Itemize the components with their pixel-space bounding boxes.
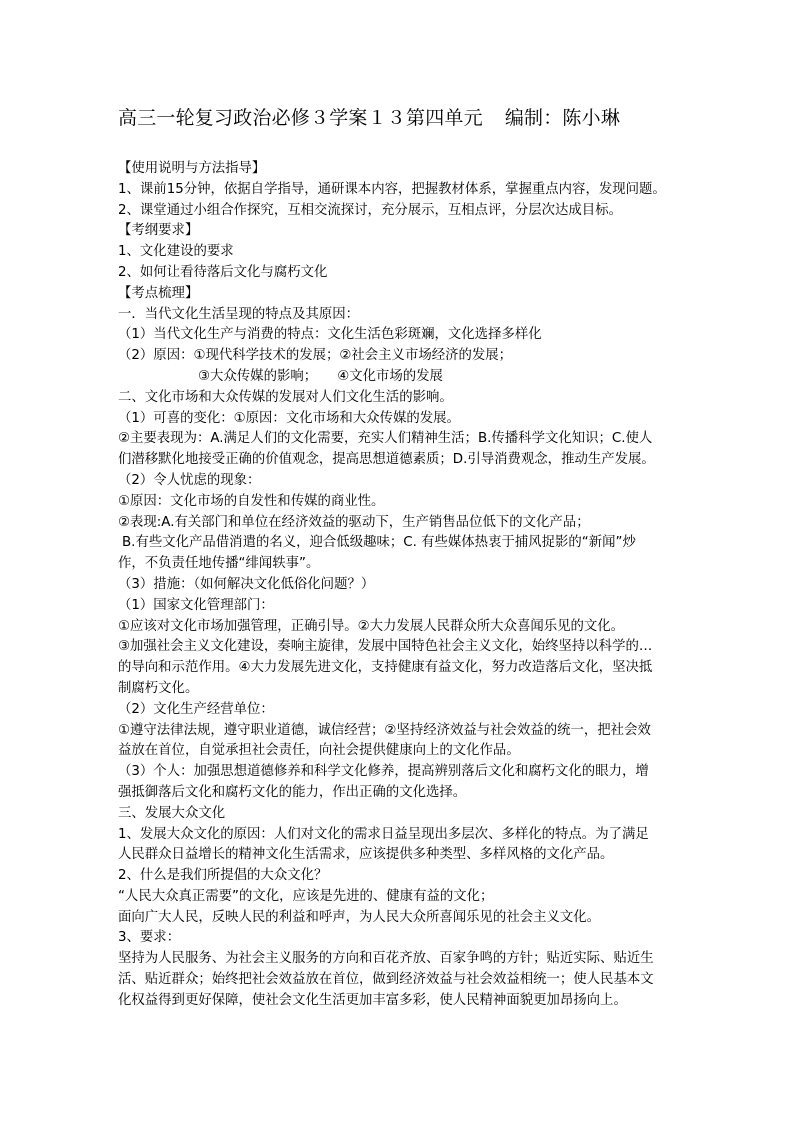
text-line: （1）国家文化管理部门： [118,597,274,613]
text-line: 们潜移默化地接受正确的价值观念，提高思想道德素质；D.引导消费观念，推动生产发展。 [118,452,655,468]
title-main: 高三一轮复习政治必修３学案１３第四单元 [118,107,483,129]
text-line: （2）文化生产经营单位： [118,701,274,717]
text-line: （3）个人：加强思想道德修养和科学文化修养，提高辨别落后文化和腐朽文化的眼力，增 [118,764,649,780]
text-line: ①应该对文化市场加强管理，正确引导。②大力发展人民群众所大众喜闻乐见的文化。 [118,618,625,634]
text-line: ③加强社会主义文化建设，奏响主旋律，发展中国特色社会主义文化，始终坚持以科学的… [118,639,653,655]
text-line: 的导向和示范作用。④大力发展先进文化，支持健康有益文化，努力改造落后文化，坚决抵 [118,660,653,676]
text-line: 二、文化市场和大众传媒的发展对人们文化生活的影响。 [118,389,453,405]
text-line: 1、发展大众文化的原因：人们对文化的需求日益呈现出多层次、多样化的特点。为了满足 [118,826,649,842]
text-line: 面向广大人民，反映人民的利益和呼声，为人民大众所喜闻乐见的社会主义文化。 [118,909,601,925]
text-line: ①遵守法律法规，遵守职业道德，诚信经营；②坚持经济效益与社会效益的统一，把社会效 [118,722,651,738]
text-line: （2）原因：①现代科学技术的发展；②社会主义市场经济的发展； [118,348,513,364]
section-heading-instructions: 【使用说明与方法指导】 [118,161,266,176]
text-line: 2、什么是我们所提倡的大众文化？ [118,868,328,884]
text-line: 制腐朽文化。 [118,680,199,696]
text-line: 活、贴近群众；始终把社会效益放在首位，做到经济效益与社会效益相统一；使人民基本文 [118,972,654,988]
section-heading-mass-culture: 三、发展大众文化 [118,805,226,821]
text-line: 人民群众日益增长的精神文化生活需求，应该提供多种类型、多样风格的文化产品。 [118,847,614,863]
text-line: 作，不负责任地传播“绯闻轶事”。 [118,556,320,572]
document-body [118,159,688,1012]
section-heading-review: 【考点梳理】 [118,285,199,301]
requirement-line-2: 2、如何让看待落后文化与腐朽文化 [118,264,328,280]
text-line: 一．当代文化生活呈现的特点及其原因： [118,306,360,322]
instruction-line-1: 1、课前15分钟，依据自学指导，通研课本内容，把握教材体系，掌握重点内容，发现问题。 [118,181,666,197]
text-line: 化权益得到更好保障，使社会文化生活更加丰富多彩，使人民精神面貌更加昂扬向上。 [118,992,627,1008]
text-line: “人民大众真正需要”的文化，应该是先进的、健康有益的文化； [118,888,494,904]
requirement-line-1: 1、文化建设的要求 [118,244,234,260]
instruction-line-2: 2、课堂通过小组合作探究，互相交流探讨，充分展示，互相点评，分层次达成目标。 [118,202,622,218]
page-title [118,104,738,132]
text-line: 3、要求： [118,930,181,946]
text-line: ①原因：文化市场的自发性和传媒的商业性。 [118,493,385,509]
text-line: 益放在首位，自觉承担社会责任，向社会提供健康向上的文化作品。 [118,743,520,759]
text-line: （1）当代文化生产与消费的特点：文化生活色彩斑斓，文化选择多样化 [118,327,542,343]
text-line: （1）可喜的变化：①原因：文化市场和大众传媒的发展。 [118,410,460,426]
section-heading-requirements: 【考纲要求】 [118,223,199,239]
text-line: B.有些文化产品借消遣的名义，迎合低级趣味；C. 有些媒体热衷于捕风捉影的“新闻”炒 [122,535,636,551]
text-line: （2）令人忧虑的现象： [118,472,261,488]
text-line: 强抵御落后文化和腐朽文化的能力，作出正确的文化选择。 [118,784,467,800]
text-line: 坚持为人民服务、为社会主义服务的方向和百花齐放、百家争鸣的方针；贴近实际、贴近生 [118,951,654,967]
title-author: 编制：陈小琳 [504,107,621,129]
text-line: ②表现:A.有关部门和单位在经济效益的驱动下，生产销售品位低下的文化产品； [118,514,590,530]
text-line: ③大众传媒的影响； ④文化市场的发展 [198,368,443,384]
text-line: （3）措施：（如何解决文化低俗化问题？） [118,576,375,592]
text-line: ②主要表现为：A.满足人们的文化需要，充实人们精神生活；B.传播科学文化知识；C.使人 [118,431,653,447]
